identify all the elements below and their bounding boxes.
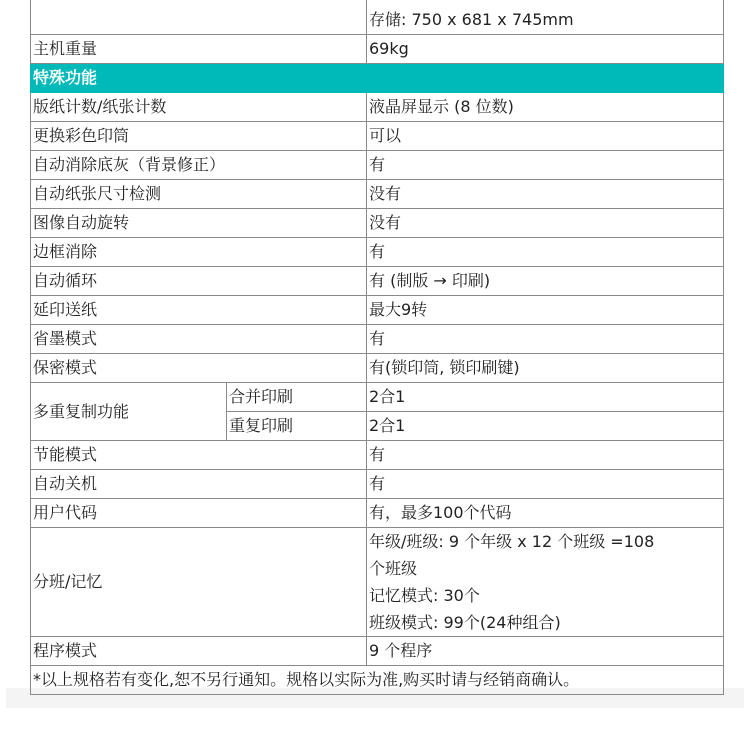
spec-value: 液晶屏显示 (8 位数) (367, 93, 724, 122)
spec-label: 自动循环 (31, 267, 367, 296)
spec-value: 有 (制版 → 印刷) (367, 267, 724, 296)
section-title: 特殊功能 (31, 64, 724, 93)
spec-label: 主机重量 (31, 35, 367, 64)
spec-row-color-drum (31, 122, 724, 151)
spec-label: 节能模式 (31, 441, 367, 470)
spec-label: 延印送纸 (31, 296, 367, 325)
spec-row-ink-save (31, 325, 724, 354)
spec-row-auto-off (31, 470, 724, 499)
spec-label: 图像自动旋转 (31, 209, 367, 238)
spec-value: 9 个程序 (367, 637, 724, 666)
section-header-special-functions (31, 64, 724, 93)
spec-value: 存储: 750 x 681 x 745mm (367, 0, 724, 35)
spec-row-class-memory (31, 528, 724, 637)
spec-value: 没有 (367, 180, 724, 209)
spec-value: 2合1 (367, 412, 724, 441)
spec-label: 多重复制功能 (31, 383, 227, 441)
spec-value: 69kg (367, 35, 724, 64)
spec-row-multi-copy-merge (31, 383, 724, 412)
spec-row-bg-removal (31, 151, 724, 180)
spec-label: 版纸计数/纸张计数 (31, 93, 367, 122)
value-line: 班级模式: 99个(24种组合) (369, 613, 561, 632)
footnote: *以上规格若有变化,恕不另行通知。规格以实际为准,购买时请与经销商确认。 (31, 666, 724, 695)
spec-value: 有 (367, 441, 724, 470)
value-line: 个班级 (369, 559, 418, 578)
spec-label: 保密模式 (31, 354, 367, 383)
spec-value-multiline (367, 528, 724, 637)
spec-row-border (31, 238, 724, 267)
footnote-row (31, 666, 724, 695)
spec-sublabel: 重复印刷 (227, 412, 367, 441)
spec-row-rotate (31, 209, 724, 238)
spec-label: 分班/记忆 (31, 528, 367, 637)
spec-row-storage (31, 0, 724, 35)
spec-value: 最大9转 (367, 296, 724, 325)
spec-value: 没有 (367, 209, 724, 238)
spec-label: 自动纸张尺寸检测 (31, 180, 367, 209)
spec-value: 有 (367, 238, 724, 267)
spec-label: 省墨模式 (31, 325, 367, 354)
spec-row-cycle (31, 267, 724, 296)
value-line: 记忆模式: 30个 (369, 586, 480, 605)
spec-row-delay-feed (31, 296, 724, 325)
spec-row-eco (31, 441, 724, 470)
spec-row-counter (31, 93, 724, 122)
spec-label: 用户代码 (31, 499, 367, 528)
spec-value: 有 (367, 151, 724, 180)
spec-row-weight (31, 35, 724, 64)
spec-value: 有 (367, 325, 724, 354)
spec-value: 2合1 (367, 383, 724, 412)
spec-value: 有，最多100个代码 (367, 499, 724, 528)
spec-label: 边框消除 (31, 238, 367, 267)
spec-value: 有 (367, 470, 724, 499)
spec-table (30, 0, 724, 695)
spec-label (31, 0, 367, 35)
spec-row-program (31, 637, 724, 666)
spec-label: 自动消除底灰（背景修正） (31, 151, 367, 180)
spec-value: 可以 (367, 122, 724, 151)
spec-label: 更换彩色印筒 (31, 122, 367, 151)
spec-row-security (31, 354, 724, 383)
spec-row-user-code (31, 499, 724, 528)
spec-label: 自动关机 (31, 470, 367, 499)
spec-label: 程序模式 (31, 637, 367, 666)
value-line: 年级/班级: 9 个年级 x 12 个班级 =108 (369, 532, 655, 551)
spec-sublabel: 合并印刷 (227, 383, 367, 412)
spec-value: 有(锁印筒, 锁印刷键) (367, 354, 724, 383)
spec-row-paper-detect (31, 180, 724, 209)
